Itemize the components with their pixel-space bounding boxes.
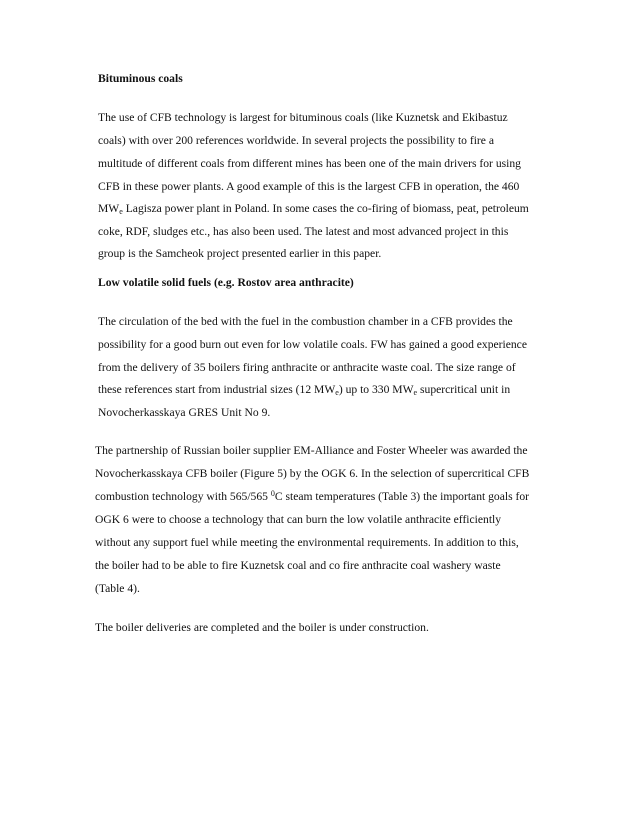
heading-low-volatile-fuels: Low volatile solid fuels (e.g. Rostov area anthracite): [98, 276, 354, 289]
paragraph-line: CFB in these power plants. A good example of this is the largest CFB in operation, the 460: [98, 180, 520, 193]
subscript: e: [119, 207, 123, 216]
text-run: C steam temperatures (Table 3) the important goals for: [274, 490, 529, 503]
paragraph-line: without any support fuel while meeting the environmental requirements. In addition to this,: [95, 536, 519, 549]
paragraph-line: group is the Samcheok project presented earlier in this paper.: [98, 247, 382, 260]
paragraph-line: The boiler deliveries are completed and the boiler is under construction.: [95, 621, 429, 634]
heading-bituminous-coals: Bituminous coals: [98, 72, 183, 85]
paragraph-line: the boiler had to be able to fire Kuznetsk coal and co fire anthracite coal washery waste: [95, 559, 501, 572]
paragraph-line: The use of CFB technology is largest for bituminous coals (like Kuznetsk and Ekibastuz: [98, 111, 508, 124]
paragraph-line: from the delivery of 35 boilers firing anthracite or anthracite waste coal. The size range of: [98, 361, 516, 374]
text-run: supercritical unit in: [417, 383, 511, 396]
paragraph-line: [98, 383, 510, 397]
subscript: e: [335, 388, 339, 397]
subscript: e: [413, 388, 418, 397]
paragraph-line: possibility for a good burn out even for low volatile coals. FW has gained a good experience: [98, 338, 527, 351]
paragraph-line: Novocherkasskaya GRES Unit No 9.: [98, 406, 271, 419]
paragraph-line: (Table 4).: [95, 582, 140, 595]
paragraph-line: The partnership of Russian boiler supplier EM-Alliance and Foster Wheeler was awarded the: [95, 444, 528, 457]
text-run: combustion technology with 565/565: [95, 490, 271, 503]
paragraph-line: [98, 202, 529, 216]
text-run: MW: [98, 202, 120, 215]
paragraph-line: The circulation of the bed with the fuel in the combustion chamber in a CFB provides the: [98, 315, 513, 328]
superscript: 0: [270, 489, 275, 498]
paragraph-line: coals) with over 200 references worldwide. In several projects the possibility to fire a: [98, 134, 494, 147]
paragraph-line: Novocherkasskaya CFB boiler (Figure 5) by the OGK 6. In the selection of supercritical CFB: [95, 467, 530, 480]
paragraph-line: [95, 490, 529, 504]
paragraph-line: coke, RDF, sludges etc., has also been used. The latest and most advanced project in this: [98, 225, 509, 238]
text-run: ) up to 330 MW: [338, 383, 414, 396]
text-run: Lagisza power plant in Poland. In some cases the co-firing of biomass, peat, petroleum: [122, 202, 529, 215]
text-run: these references start from industrial sizes (12 MW: [98, 383, 336, 396]
paragraph-line: multitude of different coals from different mines has been one of the main drivers for using: [98, 157, 521, 170]
paragraph-line: OGK 6 were to choose a technology that can burn the low volatile anthracite efficiently: [95, 513, 502, 526]
